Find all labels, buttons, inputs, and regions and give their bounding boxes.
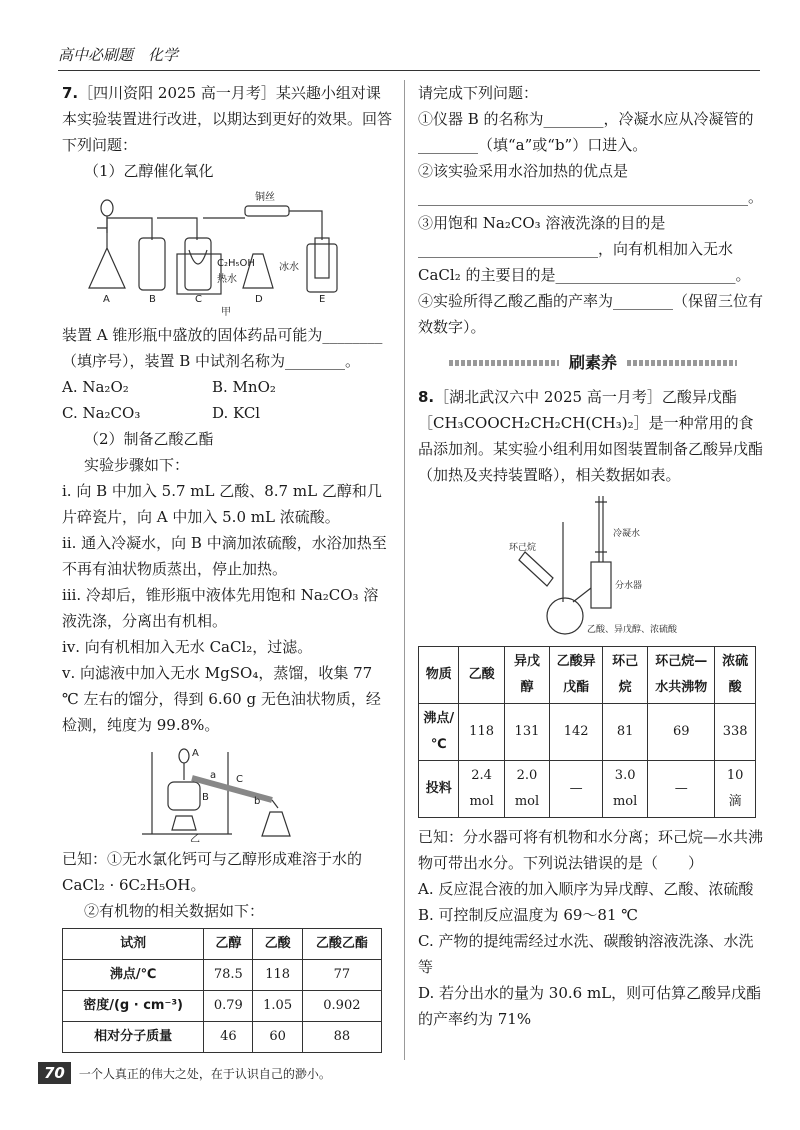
q8-option-a: A. 反应混合液的加入顺序为异戊醇、乙酸、浓硫酸 <box>418 880 754 898</box>
step-2: ⅱ. 通入冷凝水，向 B 中滴加浓硫酸，水浴加热至不再有油状物质蒸出，停止加热。 <box>62 534 387 578</box>
table-row <box>63 991 382 1022</box>
row-label: 投料 <box>419 761 459 818</box>
q7-options-row1 <box>62 374 392 400</box>
label-port-b: b <box>254 796 261 807</box>
figure-caption-yi: 乙 <box>190 834 200 842</box>
table-cell: 77 <box>302 960 381 991</box>
step-1: ⅰ. 向 B 中加入 5.7 mL 乙酸、8.7 mL 乙醇和几片碎瓷片，向 A 中加入 5.0 mL 浓硫酸。 <box>62 482 382 526</box>
left-column <box>62 80 392 1053</box>
subq-2: ②该实验采用水浴加热的优点是____________________________________________。 <box>418 162 764 206</box>
label-copper-wire: 铜丝 <box>255 192 275 203</box>
dropping-funnel <box>519 552 553 586</box>
q7-part1-title: （1）乙醇催化氧化 <box>84 162 214 180</box>
table-header: 试剂 <box>63 929 204 960</box>
header-rule <box>58 70 760 71</box>
right-intro: 请完成下列问题： <box>418 84 539 102</box>
beaker-e <box>307 244 337 292</box>
label-separator: 分水器 <box>615 581 643 591</box>
table-cell: 2.0 mol <box>504 761 549 818</box>
subq-1: ①仪器 B 的名称为________，冷凝水应从冷凝管的________（填“a”或“b”）口进入。 <box>418 110 754 154</box>
table-header: 乙酸异戊酯 <box>550 647 603 704</box>
table-header: 乙酸乙酯 <box>302 929 381 960</box>
option-b: B. MnO₂ <box>212 378 276 396</box>
table-row <box>419 761 756 818</box>
table-header: 环己烷—水共沸物 <box>648 647 715 704</box>
table-cell: 142 <box>550 704 603 761</box>
option-c: C. Na₂CO₃ <box>62 404 141 422</box>
water-separator-apparatus <box>503 492 683 642</box>
table-cell: 0.79 <box>204 991 253 1022</box>
table-cell: 69 <box>648 704 715 761</box>
table-header-row <box>63 929 382 960</box>
subq-3: ③用饱和 Na₂CO₃ 溶液洗涤的目的是________________________，向有机相加入无水 CaCl₂ 的主要目的是________________________。 <box>418 214 751 284</box>
table-cell: 88 <box>302 1022 381 1053</box>
organic-data-table <box>62 928 382 1053</box>
q7-number: 7. <box>62 84 79 102</box>
running-header: 高中必刷题 化学 <box>58 46 179 64</box>
q8-number: 8. <box>418 388 435 406</box>
table-cell: 46 <box>204 1022 253 1053</box>
table-header: 物质 <box>419 647 459 704</box>
label-e: E <box>319 294 326 305</box>
q7-part2-title: （2）制备乙酸乙酯 <box>84 430 214 448</box>
q8-option-c: C. 产物的提纯需经过水洗、碳酸钠溶液洗涤、水洗等 <box>418 932 754 976</box>
section-title: 刷素养 <box>568 353 617 372</box>
subq-4: ④实验所得乙酸乙酯的产率为________（保留三位有效数字）。 <box>418 292 764 336</box>
table-cell: — <box>550 761 603 818</box>
table-header: 乙醇 <box>204 929 253 960</box>
table-row <box>63 1022 382 1053</box>
label-a: A <box>103 294 110 305</box>
table-cell: 3.0 mol <box>603 761 648 818</box>
q8-intro: 8.［湖北武汉六中 2025 高一月考］乙酸异戊酯［CH₃COOCH₂CH₂CH(CH₃)₂］是一种常用的食品添加剂。某实验小组利用如图装置制备乙酸异戊酯（加热及夹持装置略），相关数据如表。 <box>418 388 764 484</box>
option-a: A. Na₂O₂ <box>62 378 129 396</box>
q7-options-row2 <box>62 400 392 426</box>
table-cell: 1.05 <box>253 991 302 1022</box>
row-label: 密度/(g · cm⁻³) <box>63 991 204 1022</box>
apparatus-figure-yi <box>132 742 322 842</box>
label-port-a: a <box>210 770 217 781</box>
known-2: ②有机物的相关数据如下： <box>84 902 265 920</box>
flask-b <box>168 782 200 810</box>
row-label: 相对分子质量 <box>63 1022 204 1053</box>
flask-a <box>89 228 125 288</box>
footer-motto: 一个人真正的伟大之处，在于认识自己的渺小。 <box>78 1066 331 1081</box>
label-ethanol: C₂H₅OH <box>217 258 255 269</box>
table-header: 环己烷 <box>603 647 648 704</box>
label-cooling-water: 冷凝水 <box>613 529 641 539</box>
label-b2: B <box>202 792 209 803</box>
q8-data-table <box>418 646 756 818</box>
label-ice-water: 冰水 <box>279 262 299 273</box>
receiving-flask <box>262 812 290 836</box>
table-cell: 2.4 mol <box>459 761 504 818</box>
water-separator <box>591 562 611 608</box>
apparatus-figure-jia <box>77 188 377 318</box>
table-header: 异戊醇 <box>504 647 549 704</box>
table-cell: 60 <box>253 1022 302 1053</box>
q8-option-b: B. 可控制反应温度为 69～81 ℃ <box>418 906 639 924</box>
table-cell: — <box>648 761 715 818</box>
table-row <box>419 704 756 761</box>
row-label: 沸点/℃ <box>419 704 459 761</box>
bottle-b <box>139 238 165 290</box>
label-c: C <box>195 294 202 305</box>
known-1: 已知：①无水氯化钙可与乙醇形成难溶于水的 CaCl₂ · 6C₂H₅OH。 <box>62 850 363 894</box>
page-footer <box>38 1062 331 1084</box>
label-a2: A <box>192 748 199 759</box>
table-cell: 10 滴 <box>715 761 756 818</box>
table-cell: 131 <box>504 704 549 761</box>
column-divider <box>404 80 405 1060</box>
label-cyclohexane: 环己烷 <box>509 543 537 553</box>
label-b: B <box>149 294 156 305</box>
q7-intro: 7.［四川资阳 2025 高一月考］某兴趣小组对课本实验装置进行改进，以期达到更好的效果。回答下列问题： <box>62 84 393 154</box>
step-4: ⅳ. 向有机相加入无水 CaCl₂，过滤。 <box>62 638 313 656</box>
right-column <box>418 80 768 1032</box>
label-d: D <box>255 294 263 305</box>
table-cell: 338 <box>715 704 756 761</box>
round-flask <box>547 598 583 634</box>
figure-caption-jia: 甲 <box>221 307 231 318</box>
table-header-row <box>419 647 756 704</box>
q8-known: 已知：分水器可将有机物和水分离；环己烷—水共沸物可带出水分。下列说法错误的是（ ） <box>418 828 764 872</box>
table-cell: 118 <box>459 704 504 761</box>
row-label: 沸点/℃ <box>63 960 204 991</box>
section-banner <box>418 350 768 376</box>
table-header: 乙酸 <box>253 929 302 960</box>
step-5: ⅴ. 向滤液中加入无水 MgSO₄，蒸馏，收集 77 ℃ 左右的馏分，得到 6.60 g 无色油状物质，经检测，纯度为 99.8%。 <box>62 664 381 734</box>
steps-title: 实验步骤如下： <box>84 456 190 474</box>
q7-part1-question: 装置 A 锥形瓶中盛放的固体药品可能为________（填序号），装置 B 中试剂名称为________。 <box>62 326 383 370</box>
option-d: D. KCl <box>212 404 261 422</box>
table-row <box>63 960 382 991</box>
table-header: 浓硫酸 <box>715 647 756 704</box>
table-header: 乙酸 <box>459 647 504 704</box>
table-cell: 0.902 <box>302 991 381 1022</box>
label-c2: C <box>236 774 243 785</box>
label-hot-water: 热水 <box>217 274 237 285</box>
table-cell: 78.5 <box>204 960 253 991</box>
q8-option-d: D. 若分出水的量为 30.6 mL，则可估算乙酸异戊酯的产率约为 71% <box>418 984 762 1028</box>
label-flask-contents: 乙酸、异戊醇、浓硫酸 <box>587 625 678 635</box>
table-cell: 81 <box>603 704 648 761</box>
page-number: 70 <box>38 1062 71 1084</box>
table-cell: 118 <box>253 960 302 991</box>
step-3: ⅲ. 冷却后，锥形瓶中液体先用饱和 Na₂CO₃ 溶液洗涤，分离出有机相。 <box>62 586 379 630</box>
